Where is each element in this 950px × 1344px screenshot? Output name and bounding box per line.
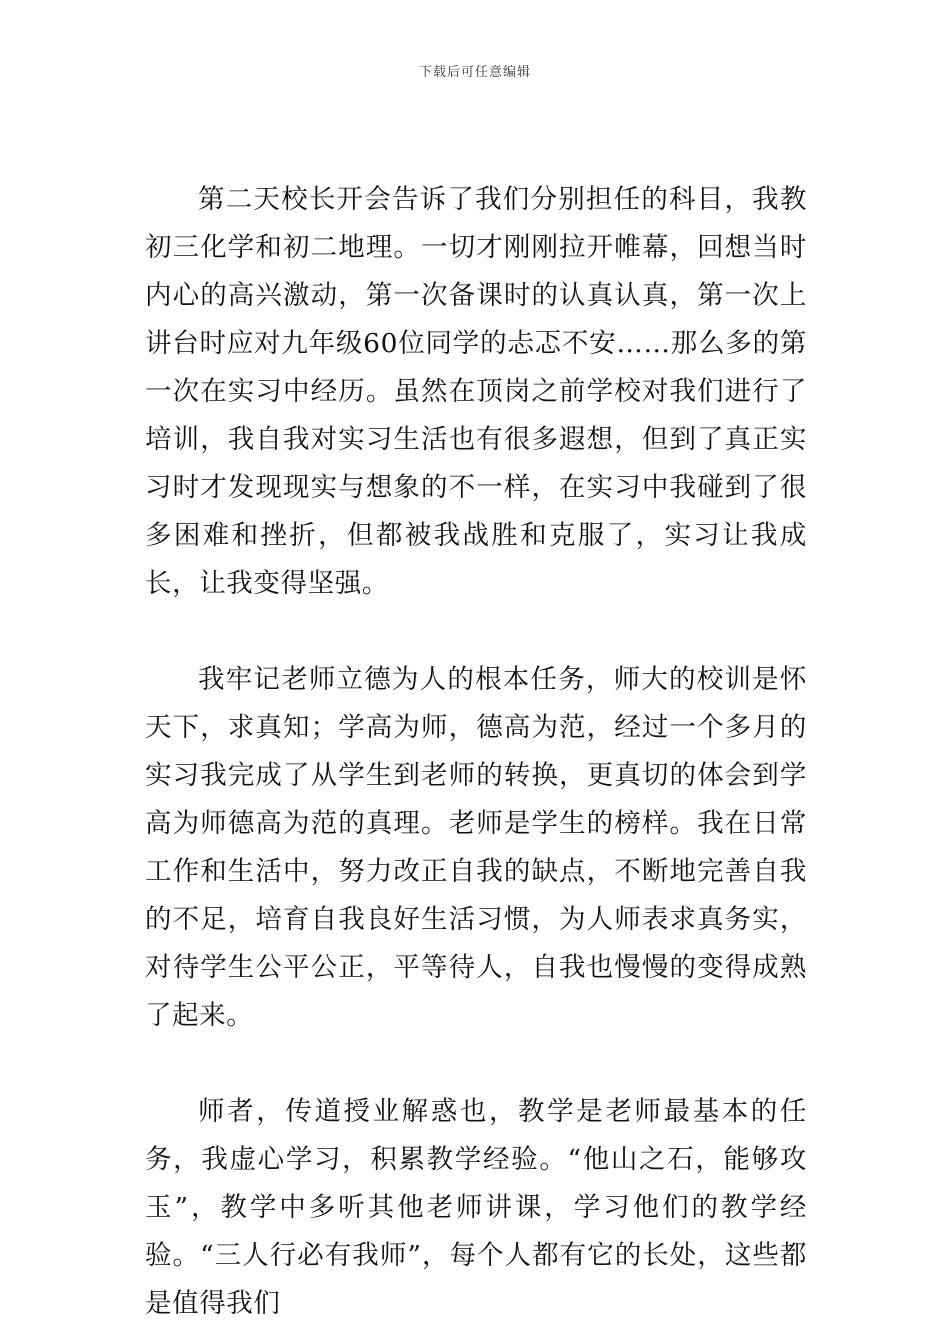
paragraph-1: 第二天校长开会告诉了我们分别担任的科目，我教初三化学和初二地理。一切才刚刚拉开帷幕，回想当时内心的高兴激动，第一次备课时的认真认真，第一次上讲台时应对九年级60位同学的忐忑不安……那么多的第一次在实习中经历。虽然在顶岗之前学校对我们进行了培训，我自我对实习生活也有很多遐想，但到了真正实习时才发现现实与想象的不一样，在实习中我碰到了很多困难和挫折，但都被我战胜和克服了，实习让我成长，让我变得坚强。 (145, 184, 807, 599)
paragraph-2: 我牢记老师立德为人的根本任务，师大的校训是怀天下，求真知；学高为师，德高为范，经过一个多月的实习我完成了从学生到老师的转换，更真切的体会到学高为师德高为范的真理。老师是学生的榜样。我在日常工作和生活中，努力改正自我的缺点，不断地完善自我的不足，培育自我良好生活习惯，为人师表求真务实，对待学生公平公正，平等待人，自我也慢慢的变得成熟了起来。 (145, 664, 807, 1031)
paragraph-3: 师者，传道授业解惑也，教学是老师最基本的任务，我虚心学习，积累教学经验。“他山之石，能够攻玉”，教学中多听其他老师讲课，学习他们的教学经验。“三人行必有我师”，每个人都有它的长处，这些都是值得我们 (145, 1096, 807, 1319)
page-header-note: 下载后可任意编辑 (418, 65, 531, 80)
document-body (145, 176, 807, 1328)
